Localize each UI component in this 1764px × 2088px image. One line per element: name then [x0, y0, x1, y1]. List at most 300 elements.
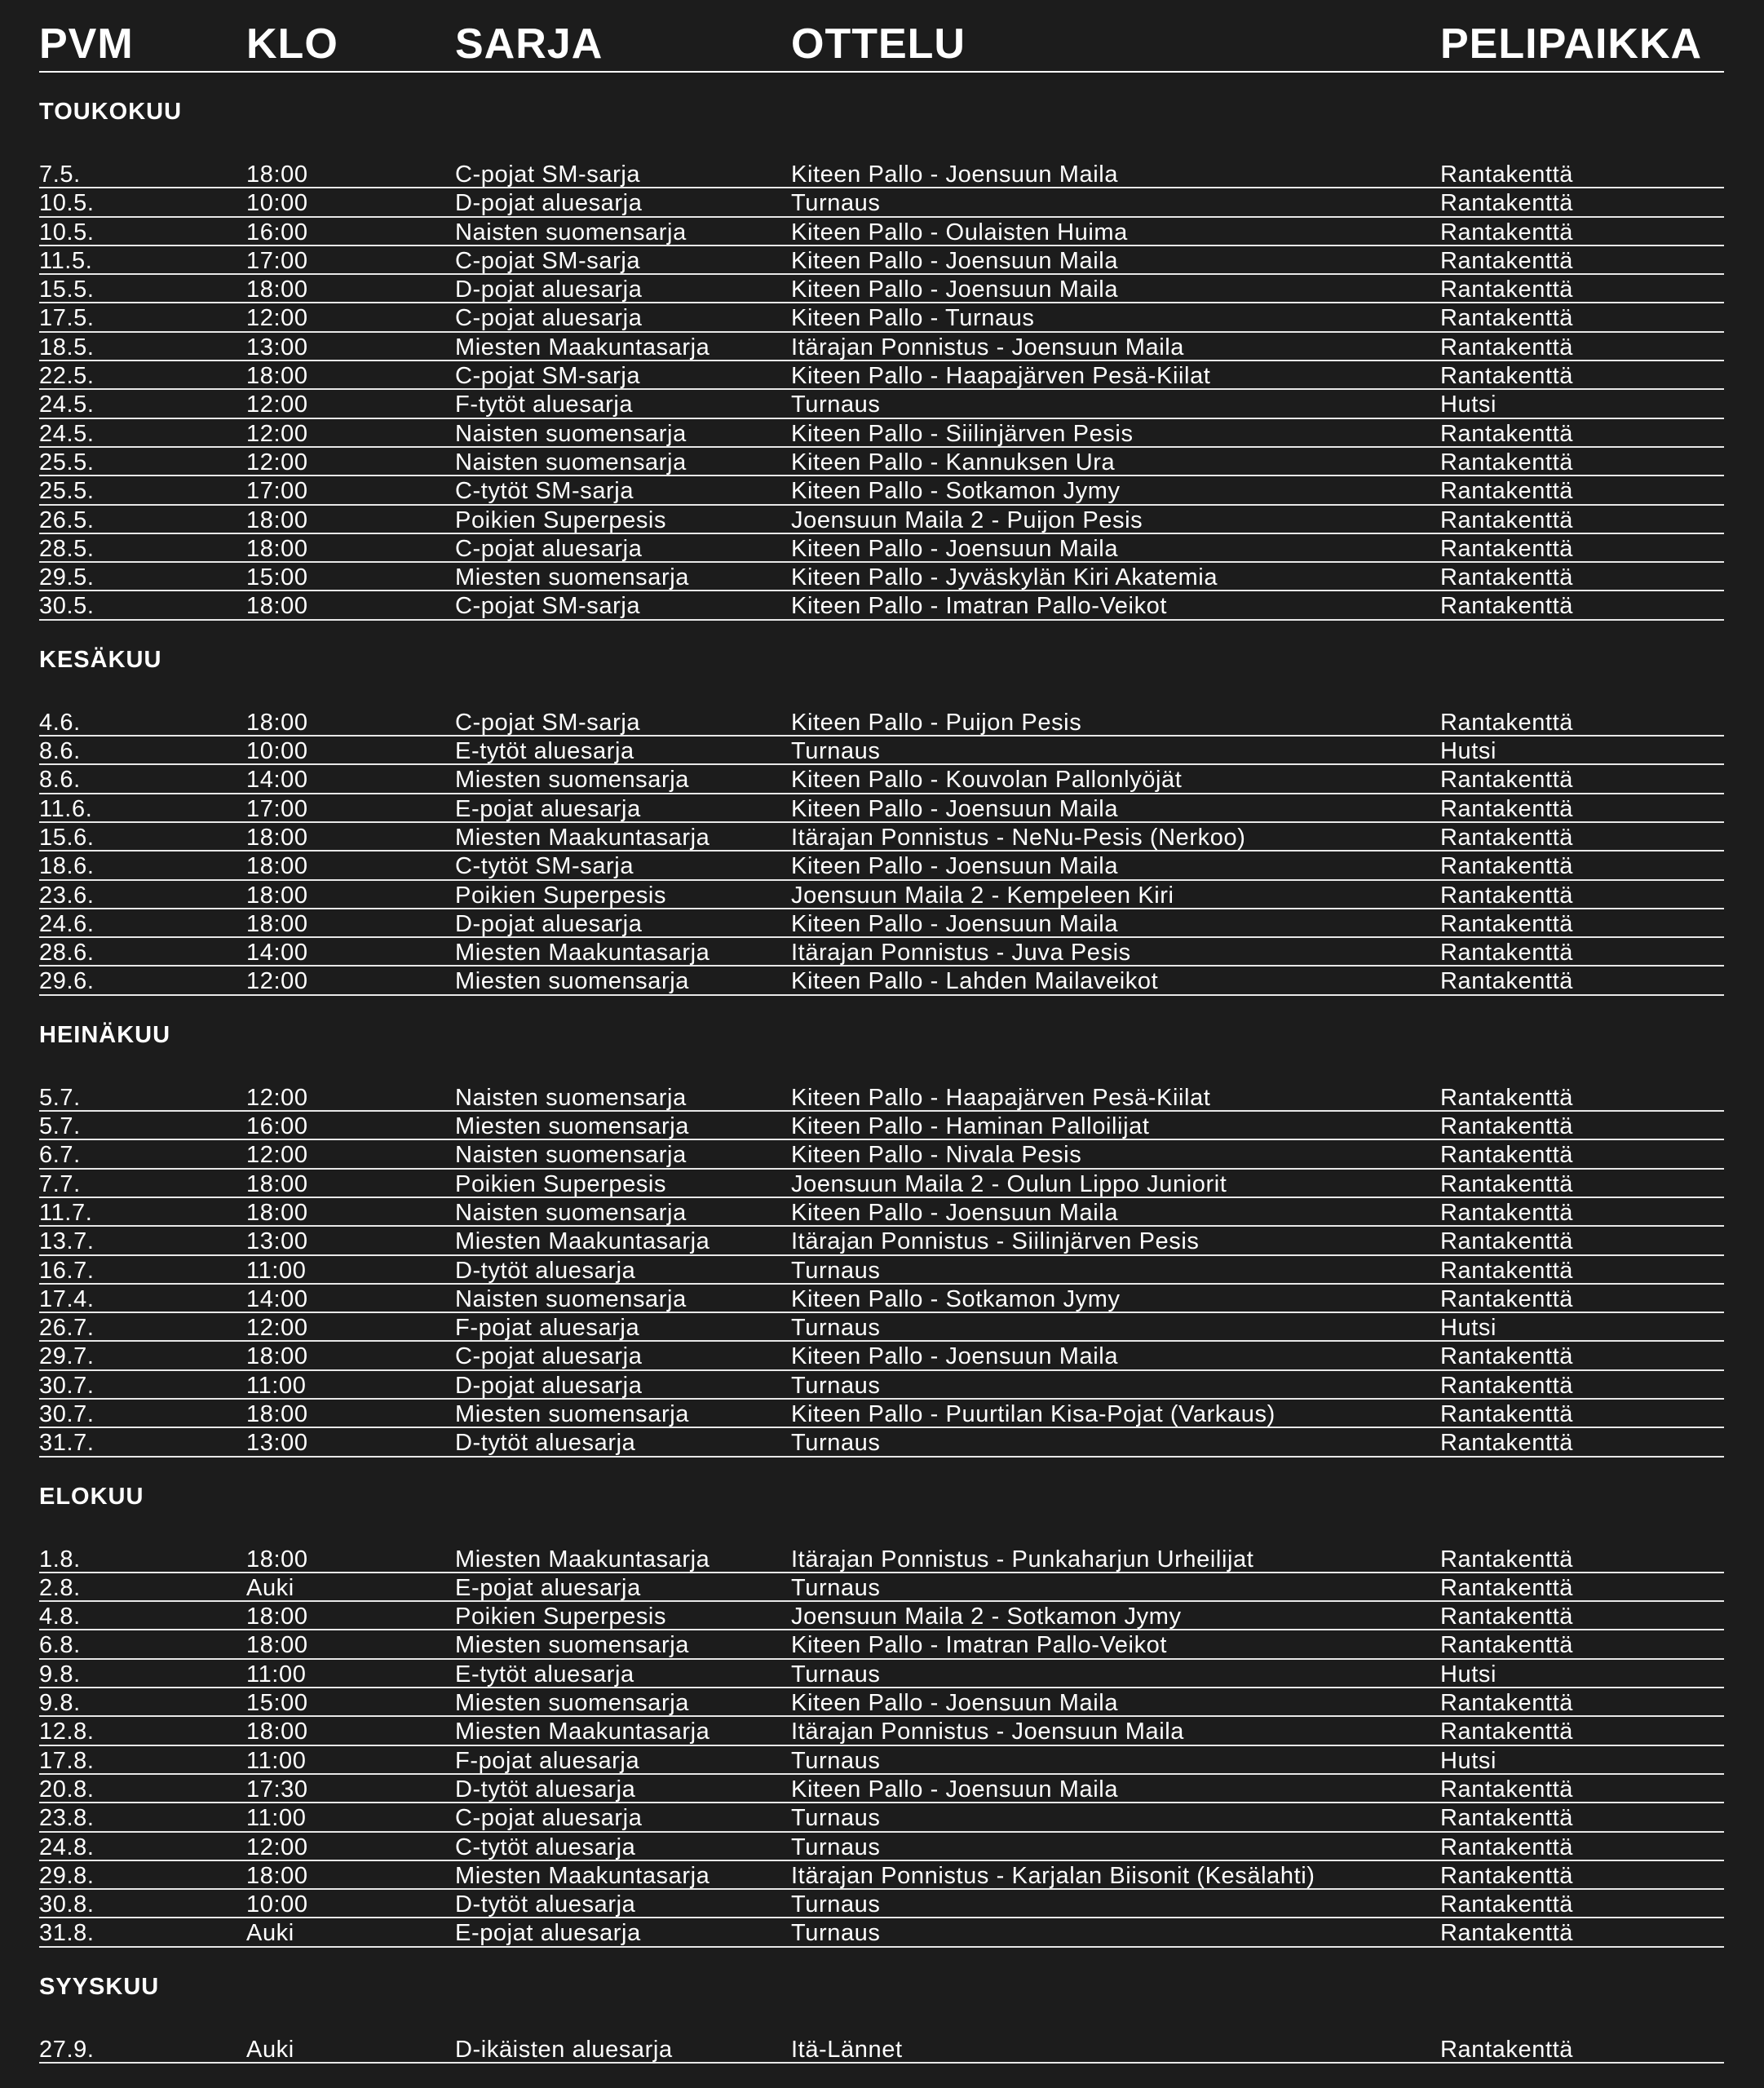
table-row [39, 1630, 1724, 1659]
game-match: Joensuun Maila 2 - Sotkamon Jymy [791, 1604, 1182, 1630]
table-row [39, 708, 1724, 737]
table-row [39, 476, 1724, 505]
game-series: D-pojat aluesarja [455, 910, 643, 937]
table-row [39, 275, 1724, 303]
header-date: PVM [39, 20, 134, 68]
game-venue: Rantakenttä [1440, 1604, 1573, 1630]
table-row [39, 1313, 1724, 1342]
game-series: C-tytöt SM-sarja [455, 478, 634, 505]
game-match: Kiteen Pallo - Sotkamon Jymy [791, 1285, 1121, 1312]
game-date: 15.5. [39, 276, 95, 303]
game-match: Itärajan Ponnistus - NeNu-Pesis (Nerkoo) [791, 824, 1246, 851]
table-row [39, 852, 1724, 880]
game-date: 7.7. [39, 1170, 81, 1197]
game-venue: Rantakenttä [1440, 305, 1573, 332]
game-time: 18:00 [246, 1343, 308, 1370]
game-time: 18:00 [246, 161, 308, 188]
table-row [39, 1833, 1724, 1861]
game-match: Turnaus [791, 1372, 881, 1399]
game-series: Poikien Superpesis [455, 507, 667, 533]
game-series: E-pojat aluesarja [455, 1574, 641, 1601]
table-row [39, 1140, 1724, 1169]
game-date: 22.5. [39, 363, 95, 390]
game-series: Poikien Superpesis [455, 882, 667, 909]
table-header [39, 0, 1724, 73]
game-venue: Rantakenttä [1440, 968, 1573, 995]
table-row [39, 333, 1724, 361]
game-date: 24.6. [39, 910, 95, 937]
table-row [39, 737, 1724, 765]
game-date: 5.7. [39, 1084, 81, 1111]
game-time: 18:00 [246, 276, 308, 303]
table-row [39, 909, 1724, 938]
game-time: 10:00 [246, 190, 308, 217]
game-match: Itärajan Ponnistus - Siilinjärven Pesis [791, 1228, 1200, 1255]
game-time: 12:00 [246, 1315, 308, 1342]
game-date: 17.5. [39, 305, 95, 332]
game-venue: Rantakenttä [1440, 420, 1573, 447]
table-row [39, 361, 1724, 390]
game-match: Kiteen Pallo - Joensuun Maila [791, 247, 1119, 274]
game-series: C-pojat SM-sarja [455, 709, 641, 736]
game-venue: Rantakenttä [1440, 1285, 1573, 1312]
month-section [39, 621, 1724, 996]
month-title: KESÄKUU [39, 646, 162, 673]
game-venue: Rantakenttä [1440, 1199, 1573, 1226]
game-date: 29.5. [39, 564, 95, 591]
game-venue: Rantakenttä [1440, 1228, 1573, 1255]
game-series: Miesten suomensarja [455, 1632, 690, 1659]
game-venue: Rantakenttä [1440, 1805, 1573, 1832]
month-spacer [39, 130, 1724, 160]
game-date: 8.6. [39, 738, 81, 765]
month-spacer [39, 1053, 1724, 1083]
game-date: 20.8. [39, 1776, 95, 1803]
game-series: D-tytöt aluesarja [455, 1891, 636, 1918]
header-time: KLO [246, 20, 338, 68]
game-time: 12:00 [246, 420, 308, 447]
month-spacer [39, 678, 1724, 708]
game-venue: Rantakenttä [1440, 1574, 1573, 1601]
game-match: Turnaus [791, 1920, 881, 1947]
table-row [39, 765, 1724, 794]
game-venue: Rantakenttä [1440, 795, 1573, 822]
game-match: Itärajan Ponnistus - Karjalan Biisonit (Kesälahti) [791, 1862, 1315, 1889]
game-time: 18:00 [246, 853, 308, 880]
game-series: C-pojat aluesarja [455, 305, 643, 332]
game-venue: Rantakenttä [1440, 1834, 1573, 1860]
month-section [39, 996, 1724, 1458]
game-venue: Hutsi [1440, 1315, 1497, 1342]
game-time: 17:00 [246, 795, 308, 822]
game-match: Kiteen Pallo - Kouvolan Pallonlyöjät [791, 767, 1183, 794]
header-match: OTTELU [791, 20, 966, 68]
game-series: C-pojat aluesarja [455, 535, 643, 562]
game-series: Miesten suomensarja [455, 1400, 690, 1427]
game-match: Kiteen Pallo - Imatran Pallo-Veikot [791, 593, 1168, 620]
game-venue: Rantakenttä [1440, 940, 1573, 967]
table-row [39, 1170, 1724, 1198]
game-venue: Rantakenttä [1440, 276, 1573, 303]
game-time: 18:00 [246, 1400, 308, 1427]
game-date: 25.5. [39, 449, 95, 476]
game-series: F-pojat aluesarja [455, 1315, 640, 1342]
game-match: Itärajan Ponnistus - Punkaharjun Urheilijat [791, 1546, 1254, 1573]
game-match: Kiteen Pallo - Joensuun Maila [791, 1199, 1119, 1226]
table-row [39, 1602, 1724, 1630]
game-series: Miesten Maakuntasarja [455, 1546, 710, 1573]
table-row [39, 2035, 1724, 2064]
game-series: D-tytöt aluesarja [455, 1430, 636, 1457]
game-date: 4.8. [39, 1604, 81, 1630]
game-time: 12:00 [246, 449, 308, 476]
game-date: 23.8. [39, 1805, 95, 1832]
game-match: Kiteen Pallo - Joensuun Maila [791, 1776, 1119, 1803]
table-row [39, 1803, 1724, 1832]
game-venue: Hutsi [1440, 1747, 1497, 1774]
game-date: 26.5. [39, 507, 95, 533]
game-date: 17.8. [39, 1747, 95, 1774]
game-date: 10.5. [39, 219, 95, 246]
game-series: Miesten Maakuntasarja [455, 334, 710, 361]
game-match: Kiteen Pallo - Kannuksen Ura [791, 449, 1116, 476]
game-series: Miesten Maakuntasarja [455, 1862, 710, 1889]
game-match: Kiteen Pallo - Jyväskylän Kiri Akatemia [791, 564, 1218, 591]
game-series: Miesten Maakuntasarja [455, 940, 710, 967]
game-match: Kiteen Pallo - Turnaus [791, 305, 1035, 332]
game-date: 24.5. [39, 420, 95, 447]
table-row [39, 1112, 1724, 1140]
game-date: 24.5. [39, 392, 95, 418]
game-series: Miesten suomensarja [455, 767, 690, 794]
table-row [39, 188, 1724, 217]
game-venue: Rantakenttä [1440, 882, 1573, 909]
table-row [39, 1717, 1724, 1745]
game-date: 30.5. [39, 593, 95, 620]
game-date: 31.8. [39, 1920, 95, 1947]
game-series: Naisten suomensarja [455, 1084, 687, 1111]
game-match: Itärajan Ponnistus - Joensuun Maila [791, 1719, 1185, 1745]
game-date: 28.5. [39, 535, 95, 562]
game-venue: Rantakenttä [1440, 363, 1573, 390]
game-match: Kiteen Pallo - Siilinjärven Pesis [791, 420, 1134, 447]
game-match: Kiteen Pallo - Joensuun Maila [791, 535, 1119, 562]
game-match: Kiteen Pallo - Joensuun Maila [791, 276, 1119, 303]
game-date: 23.6. [39, 882, 95, 909]
game-venue: Rantakenttä [1440, 334, 1573, 361]
game-time: 18:00 [246, 1170, 308, 1197]
game-time: 18:00 [246, 1604, 308, 1630]
table-row [39, 160, 1724, 188]
table-row [39, 448, 1724, 476]
game-venue: Hutsi [1440, 392, 1497, 418]
game-venue: Rantakenttä [1440, 1257, 1573, 1284]
game-venue: Rantakenttä [1440, 2036, 1573, 2063]
game-series: E-tytöt aluesarja [455, 738, 634, 765]
game-time: 18:00 [246, 593, 308, 620]
month-section [39, 73, 1724, 621]
table-row [39, 1573, 1724, 1602]
game-match: Kiteen Pallo - Puurtilan Kisa-Pojat (Varkaus) [791, 1400, 1275, 1427]
game-time: 18:00 [246, 709, 308, 736]
table-row [39, 938, 1724, 967]
game-date: 12.8. [39, 1719, 95, 1745]
game-series: C-pojat aluesarja [455, 1343, 643, 1370]
game-venue: Rantakenttä [1440, 449, 1573, 476]
game-match: Kiteen Pallo - Joensuun Maila [791, 1690, 1119, 1717]
game-schedule [39, 0, 1724, 2064]
game-series: Naisten suomensarja [455, 1285, 687, 1312]
game-date: 26.7. [39, 1315, 95, 1342]
table-row [39, 1342, 1724, 1370]
game-match: Turnaus [791, 1574, 881, 1601]
game-series: D-tytöt aluesarja [455, 1776, 636, 1803]
game-venue: Rantakenttä [1440, 1170, 1573, 1197]
game-time: 13:00 [246, 1430, 308, 1457]
game-series: Naisten suomensarja [455, 219, 687, 246]
game-time: 18:00 [246, 535, 308, 562]
game-series: D-pojat aluesarja [455, 1372, 643, 1399]
table-row [39, 1688, 1724, 1717]
game-series: E-tytöt aluesarja [455, 1661, 634, 1688]
game-time: 17:30 [246, 1776, 308, 1803]
table-row [39, 390, 1724, 418]
game-match: Joensuun Maila 2 - Puijon Pesis [791, 507, 1143, 533]
game-time: 16:00 [246, 1113, 308, 1140]
game-series: Naisten suomensarja [455, 449, 687, 476]
table-row [39, 1660, 1724, 1688]
game-time: 13:00 [246, 334, 308, 361]
game-match: Kiteen Pallo - Haapajärven Pesä-Kiilat [791, 363, 1211, 390]
table-row [39, 506, 1724, 534]
table-row [39, 1256, 1724, 1285]
game-venue: Rantakenttä [1440, 1430, 1573, 1457]
table-row [39, 1400, 1724, 1428]
game-venue: Rantakenttä [1440, 219, 1573, 246]
game-date: 30.7. [39, 1372, 95, 1399]
game-date: 31.7. [39, 1430, 95, 1457]
game-series: C-tytöt aluesarja [455, 1834, 636, 1860]
game-series: C-pojat aluesarja [455, 1805, 643, 1832]
game-date: 30.7. [39, 1400, 95, 1427]
game-venue: Rantakenttä [1440, 1690, 1573, 1717]
game-date: 4.6. [39, 709, 81, 736]
game-date: 24.8. [39, 1834, 95, 1860]
game-series: F-pojat aluesarja [455, 1747, 640, 1774]
game-time: Auki [246, 2036, 294, 2063]
game-match: Turnaus [791, 1891, 881, 1918]
month-section [39, 1458, 1724, 1948]
game-series: E-pojat aluesarja [455, 1920, 641, 1947]
game-series: D-ikäisten aluesarja [455, 2036, 673, 2063]
month-sections [39, 73, 1724, 2064]
game-series: F-tytöt aluesarja [455, 392, 634, 418]
game-time: 11:00 [246, 1372, 307, 1399]
table-row [39, 246, 1724, 275]
game-match: Turnaus [791, 190, 881, 217]
game-date: 29.8. [39, 1862, 95, 1889]
game-match: Kiteen Pallo - Haapajärven Pesä-Kiilat [791, 1084, 1211, 1111]
game-match: Itä-Lännet [791, 2036, 903, 2063]
game-match: Itärajan Ponnistus - Joensuun Maila [791, 334, 1185, 361]
game-venue: Rantakenttä [1440, 1084, 1573, 1111]
game-series: Naisten suomensarja [455, 1142, 687, 1169]
game-time: 14:00 [246, 940, 308, 967]
game-match: Turnaus [791, 1661, 881, 1688]
game-venue: Rantakenttä [1440, 1142, 1573, 1169]
table-row [39, 419, 1724, 448]
table-row [39, 794, 1724, 823]
game-date: 18.6. [39, 853, 95, 880]
table-row [39, 1918, 1724, 1947]
game-date: 1.8. [39, 1546, 81, 1573]
table-row [39, 1428, 1724, 1457]
game-match: Turnaus [791, 1805, 881, 1832]
game-venue: Rantakenttä [1440, 1632, 1573, 1659]
game-date: 2.8. [39, 1574, 81, 1601]
game-venue: Rantakenttä [1440, 1343, 1573, 1370]
game-venue: Rantakenttä [1440, 161, 1573, 188]
game-series: Naisten suomensarja [455, 1199, 687, 1226]
month-title: TOUKOKUU [39, 99, 183, 125]
game-match: Kiteen Pallo - Joensuun Maila [791, 1343, 1119, 1370]
game-date: 17.4. [39, 1285, 95, 1312]
game-time: 16:00 [246, 219, 308, 246]
game-match: Kiteen Pallo - Nivala Pesis [791, 1142, 1082, 1169]
game-venue: Rantakenttä [1440, 1776, 1573, 1803]
game-series: Poikien Superpesis [455, 1604, 667, 1630]
game-venue: Rantakenttä [1440, 247, 1573, 274]
game-time: 11:00 [246, 1661, 307, 1688]
table-row [39, 1746, 1724, 1775]
game-venue: Rantakenttä [1440, 1400, 1573, 1427]
game-time: 10:00 [246, 738, 308, 765]
table-row [39, 1775, 1724, 1803]
game-series: C-pojat SM-sarja [455, 363, 641, 390]
game-date: 11.7. [39, 1199, 93, 1226]
game-date: 7.5. [39, 161, 81, 188]
table-row [39, 591, 1724, 620]
game-series: D-pojat aluesarja [455, 190, 643, 217]
game-time: 12:00 [246, 392, 308, 418]
game-time: 18:00 [246, 1199, 308, 1226]
game-match: Kiteen Pallo - Joensuun Maila [791, 795, 1119, 822]
game-series: C-tytöt SM-sarja [455, 853, 634, 880]
game-match: Turnaus [791, 1747, 881, 1774]
table-row [39, 1285, 1724, 1313]
game-date: 16.7. [39, 1257, 95, 1284]
game-time: 18:00 [246, 1862, 308, 1889]
game-venue: Rantakenttä [1440, 1372, 1573, 1399]
game-venue: Rantakenttä [1440, 853, 1573, 880]
game-series: Miesten Maakuntasarja [455, 824, 710, 851]
game-venue: Rantakenttä [1440, 1719, 1573, 1745]
game-time: Auki [246, 1920, 294, 1947]
game-venue: Rantakenttä [1440, 190, 1573, 217]
game-date: 15.6. [39, 824, 95, 851]
table-row [39, 1371, 1724, 1400]
game-venue: Rantakenttä [1440, 824, 1573, 851]
game-series: C-pojat SM-sarja [455, 247, 641, 274]
game-series: E-pojat aluesarja [455, 795, 641, 822]
game-date: 9.8. [39, 1661, 81, 1688]
game-series: C-pojat SM-sarja [455, 161, 641, 188]
game-time: 12:00 [246, 1142, 308, 1169]
game-time: 18:00 [246, 363, 308, 390]
game-match: Itärajan Ponnistus - Juva Pesis [791, 940, 1131, 967]
table-row [39, 218, 1724, 246]
game-time: 12:00 [246, 968, 308, 995]
game-time: 18:00 [246, 507, 308, 533]
game-date: 30.8. [39, 1891, 95, 1918]
game-time: 18:00 [246, 1632, 308, 1659]
game-time: 17:00 [246, 478, 308, 505]
game-venue: Rantakenttä [1440, 767, 1573, 794]
game-time: 18:00 [246, 882, 308, 909]
game-venue: Rantakenttä [1440, 1862, 1573, 1889]
table-row [39, 823, 1724, 852]
game-venue: Rantakenttä [1440, 507, 1573, 533]
game-series: D-tytöt aluesarja [455, 1257, 636, 1284]
game-date: 13.7. [39, 1228, 95, 1255]
game-match: Kiteen Pallo - Joensuun Maila [791, 910, 1119, 937]
game-series: C-pojat SM-sarja [455, 593, 641, 620]
game-venue: Hutsi [1440, 1661, 1497, 1688]
game-venue: Rantakenttä [1440, 1546, 1573, 1573]
month-spacer [39, 1515, 1724, 1545]
game-series: Miesten suomensarja [455, 1113, 690, 1140]
game-time: 12:00 [246, 1084, 308, 1111]
month-title: SYYSKUU [39, 1973, 160, 2000]
month-section [39, 1948, 1724, 2064]
game-venue: Rantakenttä [1440, 535, 1573, 562]
game-match: Turnaus [791, 1834, 881, 1860]
game-series: Miesten suomensarja [455, 968, 690, 995]
header-series: SARJA [455, 20, 603, 68]
table-row [39, 967, 1724, 995]
game-date: 29.6. [39, 968, 95, 995]
game-match: Joensuun Maila 2 - Kempeleen Kiri [791, 882, 1174, 909]
game-time: 14:00 [246, 767, 308, 794]
game-match: Kiteen Pallo - Puijon Pesis [791, 709, 1082, 736]
game-series: Miesten suomensarja [455, 1690, 690, 1717]
game-series: Miesten suomensarja [455, 564, 690, 591]
table-row [39, 303, 1724, 332]
game-match: Turnaus [791, 1430, 881, 1457]
game-match: Kiteen Pallo - Imatran Pallo-Veikot [791, 1632, 1168, 1659]
game-date: 28.6. [39, 940, 95, 967]
game-match: Joensuun Maila 2 - Oulun Lippo Juniorit [791, 1170, 1227, 1197]
month-title: ELOKUU [39, 1483, 144, 1510]
game-series: Naisten suomensarja [455, 420, 687, 447]
table-row [39, 1861, 1724, 1890]
table-row [39, 881, 1724, 909]
game-time: 12:00 [246, 305, 308, 332]
table-row [39, 534, 1724, 563]
game-venue: Hutsi [1440, 738, 1497, 765]
game-date: 11.5. [39, 247, 93, 274]
table-row [39, 1083, 1724, 1112]
game-match: Turnaus [791, 392, 881, 418]
game-date: 5.7. [39, 1113, 81, 1140]
game-series: D-pojat aluesarja [455, 276, 643, 303]
game-date: 11.6. [39, 795, 93, 822]
table-row [39, 1227, 1724, 1255]
game-date: 9.8. [39, 1690, 81, 1717]
game-time: 14:00 [246, 1285, 308, 1312]
game-date: 18.5. [39, 334, 95, 361]
game-series: Poikien Superpesis [455, 1170, 667, 1197]
